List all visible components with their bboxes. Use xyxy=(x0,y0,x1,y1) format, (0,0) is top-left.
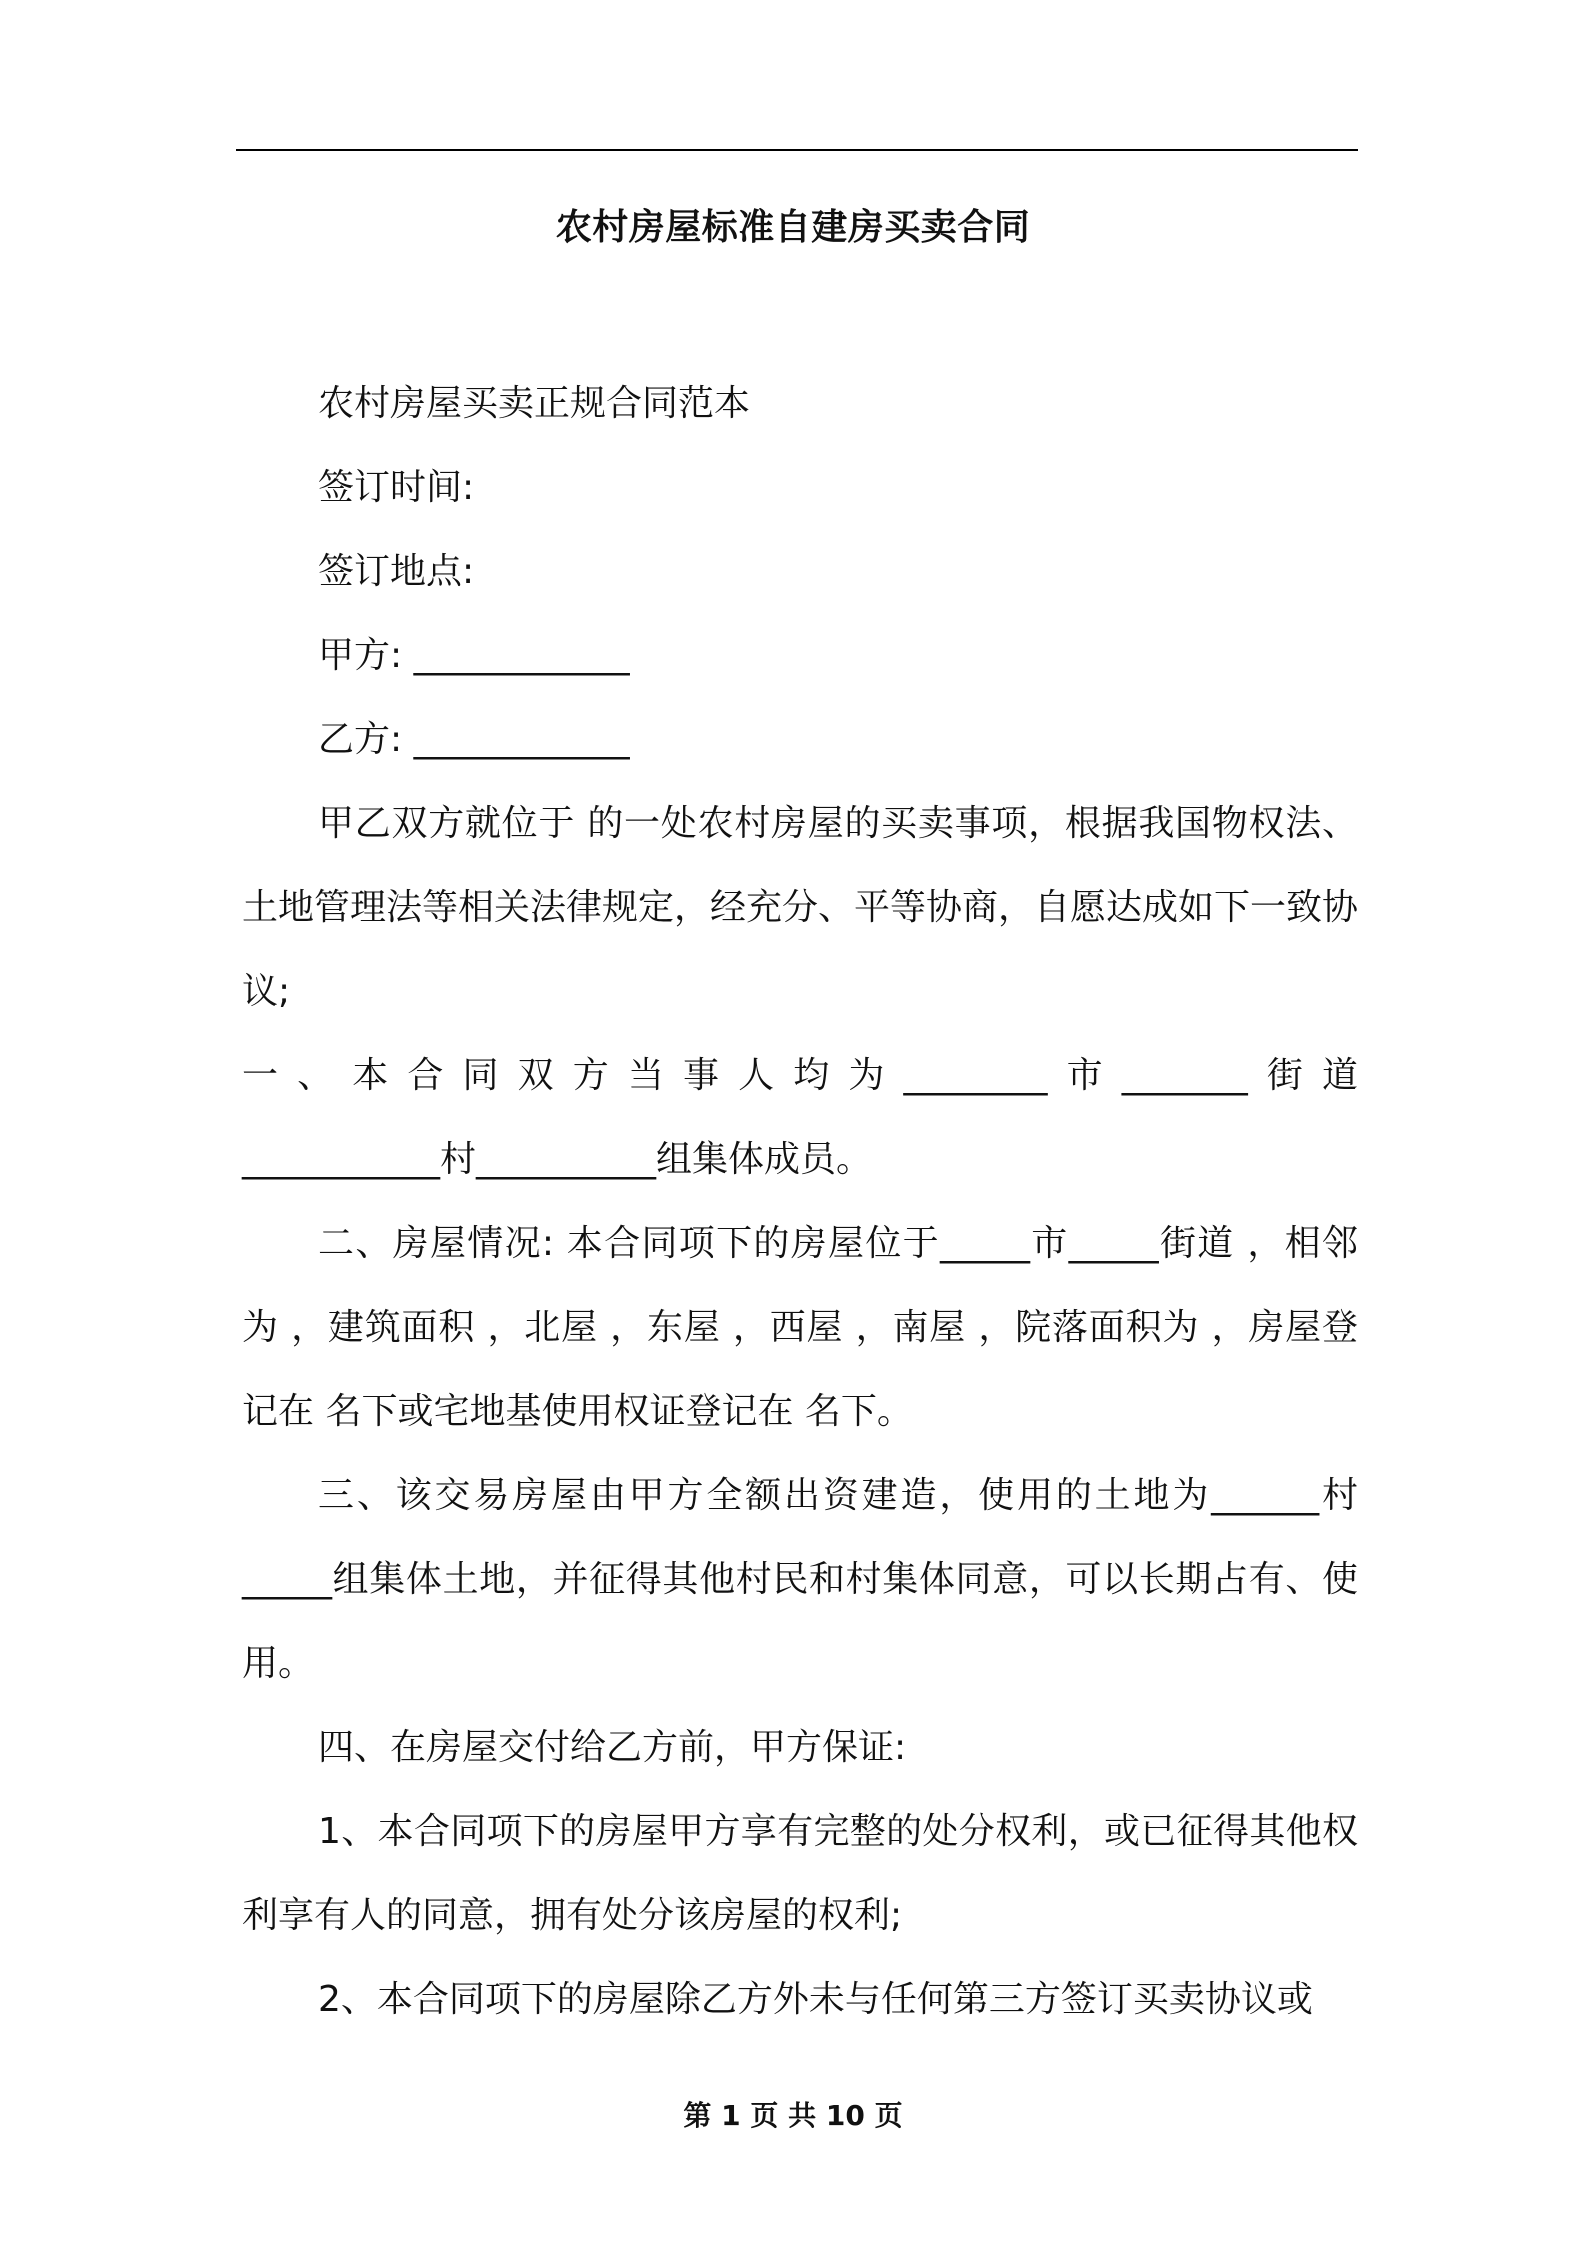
document-body xyxy=(242,362,1358,2042)
subtitle-paragraph: 农村房屋买卖正规合同范本 xyxy=(318,383,751,424)
clause-2-paragraph: 二、房屋情况: 本合同项下的房屋位于_____市_____街道 ，相邻为 ，建筑面积 ，北屋 ，东屋 ，西屋 ，南屋 ，院落面积为 ，房屋登记在 名下或宅地基使用权证登记在 名下。 xyxy=(242,1223,1358,1432)
party-b-line: 乙方: ____________ xyxy=(318,719,630,760)
signing-time-line: 签订时间: xyxy=(318,467,475,508)
header-divider xyxy=(236,149,1358,151)
preamble-paragraph: 甲乙双方就位于 的一处农村房屋的买卖事项，根据我国物权法、土地管理法等相关法律规定，经充分、平等协商，自愿达成如下一致协议; xyxy=(242,803,1359,1012)
clause-4-item-2: 2、本合同项下的房屋除乙方外未与任何第三方签订买卖协议或 xyxy=(318,1979,1313,2020)
clause-1-line-1: 一、本合同双方当事人均为________市_______街道 xyxy=(242,1055,1358,1096)
clause-4-heading: 四、在房屋交付给乙方前，甲方保证: xyxy=(318,1727,907,1768)
document-title: 农村房屋标准自建房买卖合同 xyxy=(555,207,1031,248)
party-a-line: 甲方: ____________ xyxy=(318,635,630,676)
clause-1-line-2: ___________村__________组集体成员。 xyxy=(242,1139,873,1180)
clause-3-paragraph: 三、该交易房屋由甲方全额出资建造，使用的土地为______村_____组集体土地，并征得其他村民和村集体同意，可以长期占有、使用。 xyxy=(242,1475,1358,1684)
signing-place-line: 签订地点: xyxy=(318,551,475,592)
clause-4-item-1: 1、本合同项下的房屋甲方享有完整的处分权利，或已征得其他权利享有人的同意，拥有处分该房屋的权利; xyxy=(242,1811,1358,1936)
page-number-footer: 第 1 页 共 10 页 xyxy=(683,2099,903,2132)
